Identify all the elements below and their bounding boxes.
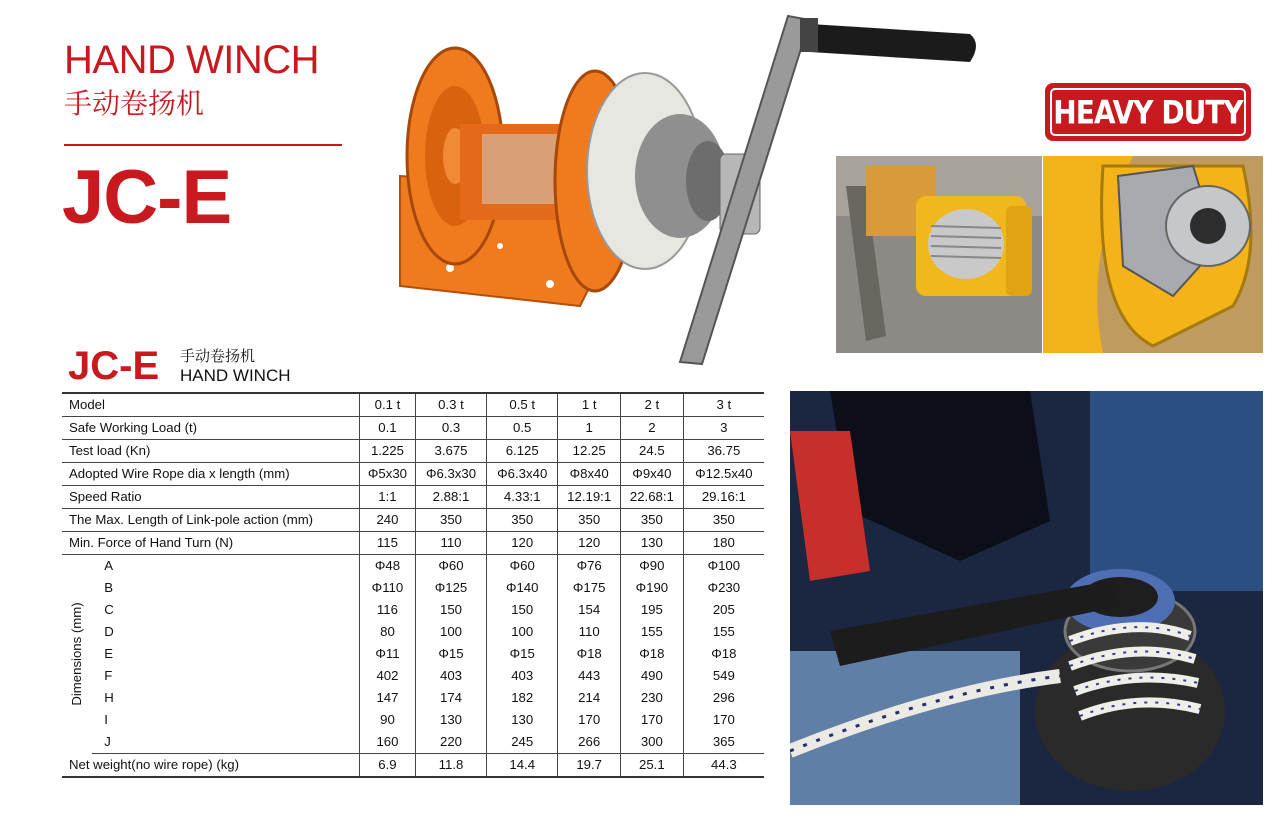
table-row — [62, 532, 764, 555]
table-row — [62, 463, 764, 486]
table-row — [62, 665, 764, 687]
table-cell: 160 — [360, 731, 416, 754]
table-cell: Φ18 — [683, 643, 764, 665]
table-cell: 245 — [487, 731, 558, 754]
row-label: Test load (Kn) — [62, 440, 360, 463]
table-cell: 3.675 — [415, 440, 486, 463]
row-label: Adopted Wire Rope dia x length (mm) — [62, 463, 360, 486]
table-cell: 115 — [360, 532, 416, 555]
table-row — [62, 486, 764, 509]
table-cell: 130 — [487, 709, 558, 731]
table-cell: 490 — [621, 665, 684, 687]
table-cell: 2 t — [621, 393, 684, 417]
table-cell: 403 — [415, 665, 486, 687]
table-cell: 443 — [558, 665, 621, 687]
table-cell: Φ100 — [683, 555, 764, 578]
table-cell: 100 — [415, 621, 486, 643]
table-cell: 1.225 — [360, 440, 416, 463]
table-cell: 80 — [360, 621, 416, 643]
table-cell: Φ110 — [360, 577, 416, 599]
table-row — [62, 509, 764, 532]
table-cell: 1 t — [558, 393, 621, 417]
table-cell: 296 — [683, 687, 764, 709]
table-cell: Φ18 — [558, 643, 621, 665]
table-cell: 14.4 — [487, 754, 558, 778]
table-cell: 2.88:1 — [415, 486, 486, 509]
table-cell: 403 — [487, 665, 558, 687]
table-cell: 266 — [558, 731, 621, 754]
table-cell: 0.1 t — [360, 393, 416, 417]
table-cell: 0.5 t — [487, 393, 558, 417]
title-divider — [64, 144, 342, 146]
row-label: Net weight(no wire rope) (kg) — [62, 754, 360, 778]
table-cell: 170 — [683, 709, 764, 731]
table-cell: 0.3 — [415, 417, 486, 440]
winch-gearbox-photo — [1043, 156, 1263, 353]
table-cell: 11.8 — [415, 754, 486, 778]
table-cell: Φ6.3x30 — [415, 463, 486, 486]
row-label: Model — [62, 393, 360, 417]
table-cell: 402 — [360, 665, 416, 687]
dimension-label: C — [104, 602, 114, 617]
winch-installed-photo — [836, 156, 1042, 353]
table-row — [62, 709, 764, 731]
heavy-duty-badge — [1045, 83, 1251, 141]
table-cell: 0.5 — [487, 417, 558, 440]
table-cell: 147 — [360, 687, 416, 709]
table-cell: 0.3 t — [415, 393, 486, 417]
table-cell: 170 — [558, 709, 621, 731]
table-cell: 1 — [558, 417, 621, 440]
table-cell: 154 — [558, 599, 621, 621]
row-label: Min. Force of Hand Turn (N) — [62, 532, 360, 555]
dimensions-group-cell — [62, 555, 92, 754]
table-cell: 100 — [487, 621, 558, 643]
dimension-label: J — [92, 731, 359, 754]
table-cell: 29.16:1 — [683, 486, 764, 509]
title-cn: 手动卷扬机 — [64, 87, 205, 120]
table-cell: 170 — [621, 709, 684, 731]
dimension-label: A — [104, 558, 113, 573]
table-cell: 214 — [558, 687, 621, 709]
dimension-label: H — [104, 690, 114, 705]
dimension-label: E — [104, 646, 113, 661]
table-cell: 19.7 — [558, 754, 621, 778]
row-label: The Max. Length of Link-pole action (mm) — [62, 509, 360, 532]
table-cell: 350 — [487, 509, 558, 532]
table-row — [62, 555, 764, 578]
table-row — [62, 731, 764, 754]
table-cell: 3 t — [683, 393, 764, 417]
table-cell: 350 — [415, 509, 486, 532]
table-cell: 116 — [360, 599, 416, 621]
table-cell: Φ90 — [621, 555, 684, 578]
table-row — [62, 417, 764, 440]
row-label: Safe Working Load (t) — [62, 417, 360, 440]
dimension-label: B — [104, 580, 113, 595]
badge-text: HEAVY DUTY — [1053, 93, 1243, 131]
table-cell: 110 — [558, 621, 621, 643]
table-cell: 205 — [683, 599, 764, 621]
table-cell: 220 — [415, 731, 486, 754]
table-cell: 350 — [621, 509, 684, 532]
table-row — [62, 754, 764, 778]
model-heading: JC-E — [62, 155, 232, 240]
table-cell: 130 — [415, 709, 486, 731]
row-label: Speed Ratio — [62, 486, 360, 509]
table-cell: Φ9x40 — [621, 463, 684, 486]
table-cell: 6.125 — [487, 440, 558, 463]
table-cell: Φ5x30 — [360, 463, 416, 486]
table-cell: 365 — [683, 731, 764, 754]
table-cell: Φ76 — [558, 555, 621, 578]
table-row — [62, 577, 764, 599]
table-cell: Φ48 — [360, 555, 416, 578]
table-cell: 120 — [487, 532, 558, 555]
table-cell: 350 — [683, 509, 764, 532]
table-cell: 12.25 — [558, 440, 621, 463]
table-cell: 24.5 — [621, 440, 684, 463]
table-cell: 240 — [360, 509, 416, 532]
table-cell: Φ8x40 — [558, 463, 621, 486]
table-cell: Φ60 — [487, 555, 558, 578]
table-row — [62, 393, 764, 417]
dimension-label: I — [104, 712, 108, 727]
table-cell: 0.1 — [360, 417, 416, 440]
table-cell: 2 — [621, 417, 684, 440]
table-cell: 155 — [683, 621, 764, 643]
table-cell: 350 — [558, 509, 621, 532]
table-cell: Φ12.5x40 — [683, 463, 764, 486]
table-cell: 110 — [415, 532, 486, 555]
table-cell: 120 — [558, 532, 621, 555]
table-cell: Φ125 — [415, 577, 486, 599]
table-cell: 150 — [487, 599, 558, 621]
spec-title-cn: 手动卷扬机 — [180, 347, 256, 365]
table-cell: Φ15 — [487, 643, 558, 665]
table-row — [62, 440, 764, 463]
table-cell: 12.19:1 — [558, 486, 621, 509]
dimension-label: D — [104, 624, 114, 639]
table-cell: Φ190 — [621, 577, 684, 599]
table-cell: 300 — [621, 731, 684, 754]
table-cell: 150 — [415, 599, 486, 621]
table-cell: Φ11 — [360, 643, 416, 665]
table-cell: 44.3 — [683, 754, 764, 778]
table-cell: 4.33:1 — [487, 486, 558, 509]
title-en: HAND WINCH — [64, 38, 319, 82]
table-cell: 182 — [487, 687, 558, 709]
table-cell: 3 — [683, 417, 764, 440]
table-cell: 174 — [415, 687, 486, 709]
table-cell: 36.75 — [683, 440, 764, 463]
table-cell: Φ175 — [558, 577, 621, 599]
table-cell: 1:1 — [360, 486, 416, 509]
table-cell: Φ6.3x40 — [487, 463, 558, 486]
table-row — [62, 599, 764, 621]
dimension-label: F — [104, 668, 113, 683]
table-cell: 549 — [683, 665, 764, 687]
table-cell: 90 — [360, 709, 416, 731]
table-cell: Φ140 — [487, 577, 558, 599]
table-row — [62, 687, 764, 709]
spec-model-label: JC-E — [68, 344, 160, 388]
dimensions-label: Dimensions (mm) — [69, 602, 85, 706]
table-cell: 6.9 — [360, 754, 416, 778]
table-cell: 230 — [621, 687, 684, 709]
spec-title-en: HAND WINCH — [180, 366, 291, 385]
table-cell: 180 — [683, 532, 764, 555]
table-cell: 155 — [621, 621, 684, 643]
table-cell: Φ230 — [683, 577, 764, 599]
table-row — [62, 621, 764, 643]
table-cell: 195 — [621, 599, 684, 621]
table-cell: Φ18 — [621, 643, 684, 665]
table-cell: 130 — [621, 532, 684, 555]
table-cell: Φ60 — [415, 555, 486, 578]
spec-table — [62, 392, 764, 778]
table-cell: Φ15 — [415, 643, 486, 665]
table-row — [62, 643, 764, 665]
sailing-winch-photo — [790, 391, 1263, 805]
table-cell: 22.68:1 — [621, 486, 684, 509]
table-cell: 25.1 — [621, 754, 684, 778]
